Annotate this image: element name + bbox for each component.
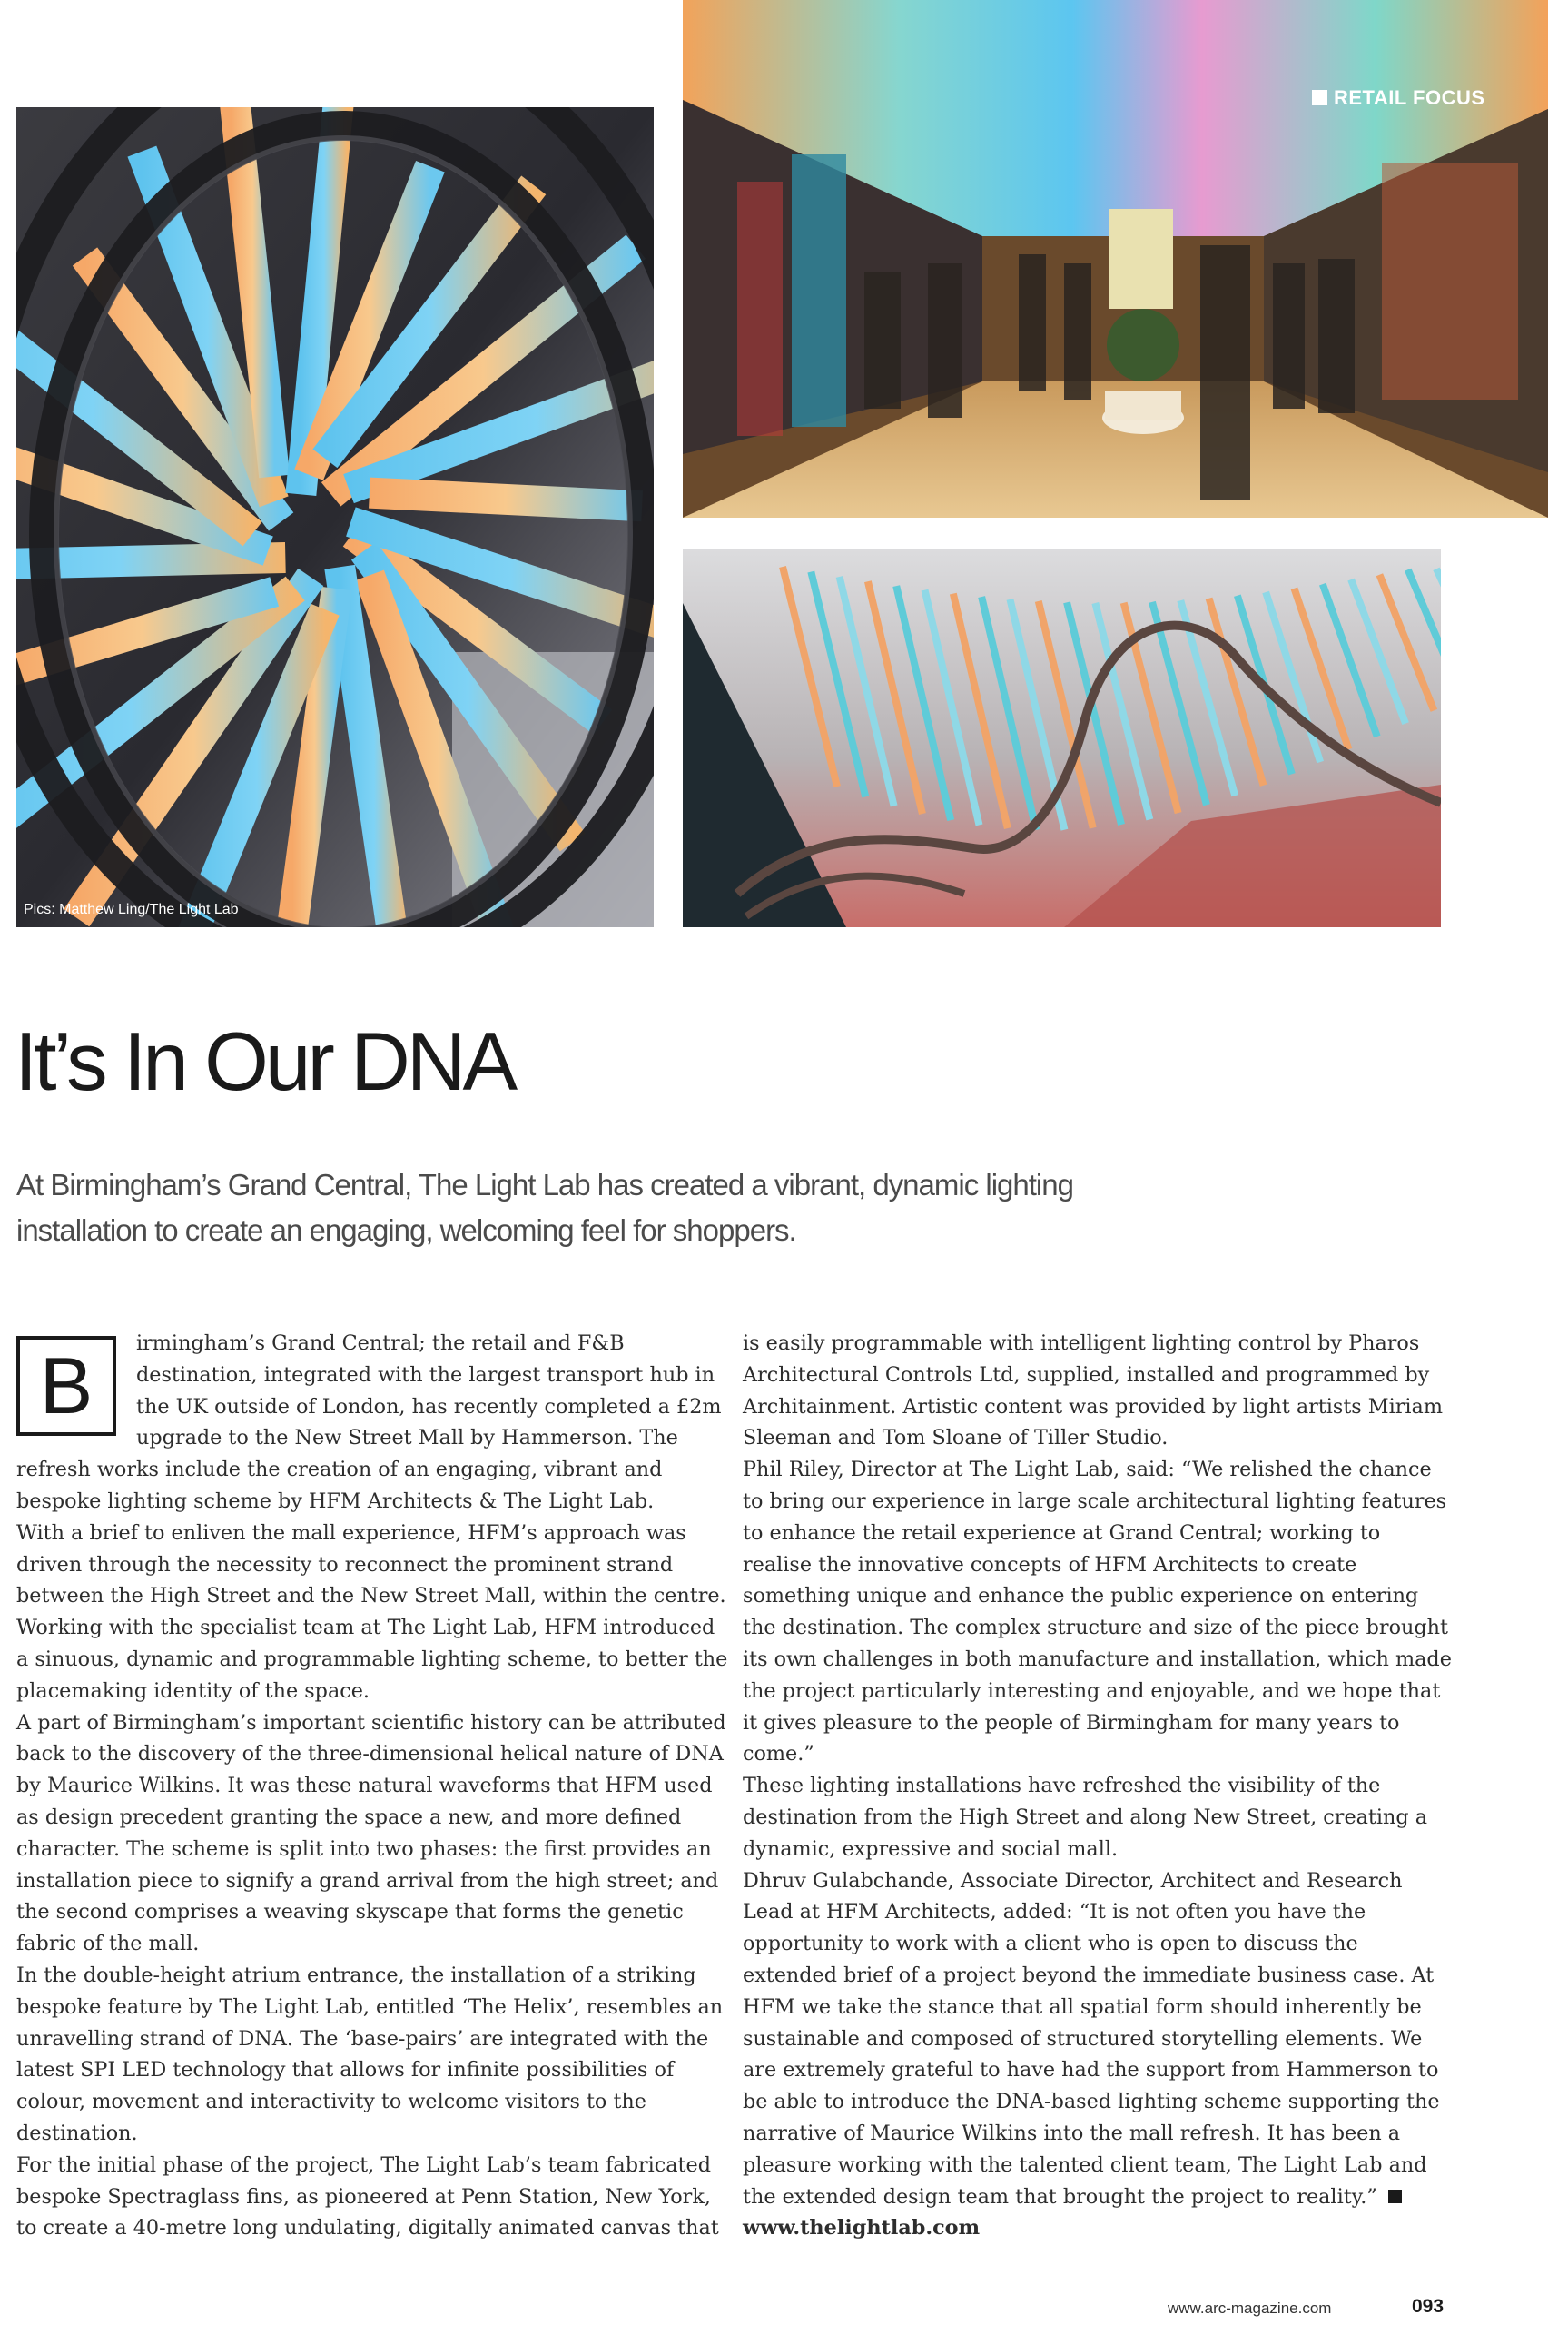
- footer-url[interactable]: www.arc-magazine.com: [1168, 2300, 1332, 2317]
- drop-cap: B: [16, 1336, 116, 1436]
- section-square-icon: [1312, 90, 1327, 105]
- left-column: [16, 1328, 728, 2244]
- section-tag: [1312, 86, 1485, 110]
- right-column: [743, 1328, 1455, 2244]
- body-paragraph: A part of Birmingham’s important scientific history can be attributed back to the discovery of the three-dimensional helical nature of DNA by Maurice Wilkins. It was these natural waveforms that HFM used as design precedent granting the space a new, and more defined character. The scheme is split into two phases: the first provides an installation piece to signify a grand arrival from the high street; and the second comprises a weaving skyscape that forms the genetic fabric of the mall.: [16, 1710, 726, 1956]
- intro-text: irmingham’s Grand Central; the retail and F&B destination, integrated with the largest transport hub in the UK outside of London, has recently completed a £2m upgrade to the New Street Mall by Hammerson. The refresh works include the creation of an engaging, vibrant and bespoke lighting scheme by HFM Architects & The Light Lab.: [16, 1331, 722, 1513]
- helix-photo: [16, 107, 654, 927]
- body-paragraph: In the double-height atrium entrance, the installation of a striking bespoke feature by The Light Lab, entitled ‘The Helix’, resembles an unravelling strand of DNA. The ‘base-pairs’ are integrated with the latest SPI LED technology that allows for infinite possibilities of colour, movement and interactivity to welcome visitors to the destination.: [16, 1963, 724, 2145]
- photo-credit: Pics: Matthew Ling/The Light Lab: [24, 902, 239, 917]
- article-headline: It’s In Our DNA: [15, 1016, 515, 1108]
- section-label: RETAIL FOCUS: [1334, 86, 1485, 109]
- mall-photo: [683, 0, 1548, 518]
- end-square-icon: [1388, 2190, 1402, 2203]
- body-paragraph: Phil Riley, Director at The Light Lab, said: “We relished the chance to bring our experience in large scale architectural lighting features to enhance the retail experience at Grand Central; working to realise the innovative concepts of HFM Architects to create something unique and enhance the public experience on entering the destination. The complex structure and size of the piece brought its own challenges in both manufacture and installation, which made the project particularly interesting and enjoyable, and we hope that it gives pleasure to the people of Birmingham for many years to come.”: [743, 1458, 1452, 1766]
- closing-paragraph: [743, 1865, 1455, 2213]
- body-paragraph: These lighting installations have refreshed the visibility of the destination from the High Street and along New Street, creating a dynamic, expressive and social mall.: [743, 1774, 1428, 1861]
- website-link[interactable]: www.thelightlab.com: [743, 2216, 981, 2241]
- intro-paragraph: [16, 1328, 728, 1518]
- helix-light-bar: [370, 493, 642, 507]
- page-number: 093: [1412, 2296, 1445, 2317]
- body-paragraph: With a brief to enliven the mall experience, HFM’s approach was driven through the necessity to reconnect the prominent strand between the High Street and the New Street Mall, within the centre. Working with the specialist team at The Light Lab, HFM introduced a sinuous, dynamic and programmable lighting scheme, to better the placemaking identity of the space.: [16, 1520, 728, 1703]
- body-paragraph: is easily programmable with intelligent lighting control by Pharos Architectural Controls Ltd, supplied, installed and programmed by Architainment. Artistic content was provided by light artists Miriam Sleeman and Tom Sloane of Tiller Studio.: [743, 1331, 1443, 1450]
- dna-photo: [683, 549, 1441, 927]
- article-standfirst: At Birmingham’s Grand Central, The Light Lab has created a vibrant, dynamic lighting installation to create an engaging, welcoming feel for shoppers.: [16, 1168, 1073, 1247]
- body-paragraph: For the initial phase of the project, The Light Lab’s team fabricated bespoke Spectraglass fins, as pioneered at Penn Station, New York, to create a 40-metre long undulating, digitally animated canvas that: [16, 2152, 719, 2241]
- closing-text: Dhruv Gulabchande, Associate Director, Architect and Research Lead at HFM Architects, added: “It is not often you have the opportunity to work with a client who is open to discuss the extended brief of a project beyond the immediate business case. At HFM we take the stance that all spatial form should inherently be sustainable and composed of structured storytelling elements. We are extremely grateful to have had the support from Hammerson to be able to introduce the DNA-based lighting scheme supporting the narrative of Maurice Wilkins into the mall refresh. It has been a pleasure working with the talented client team, The Light Lab and the extended design team that brought the project to reality.”: [743, 1868, 1440, 2209]
